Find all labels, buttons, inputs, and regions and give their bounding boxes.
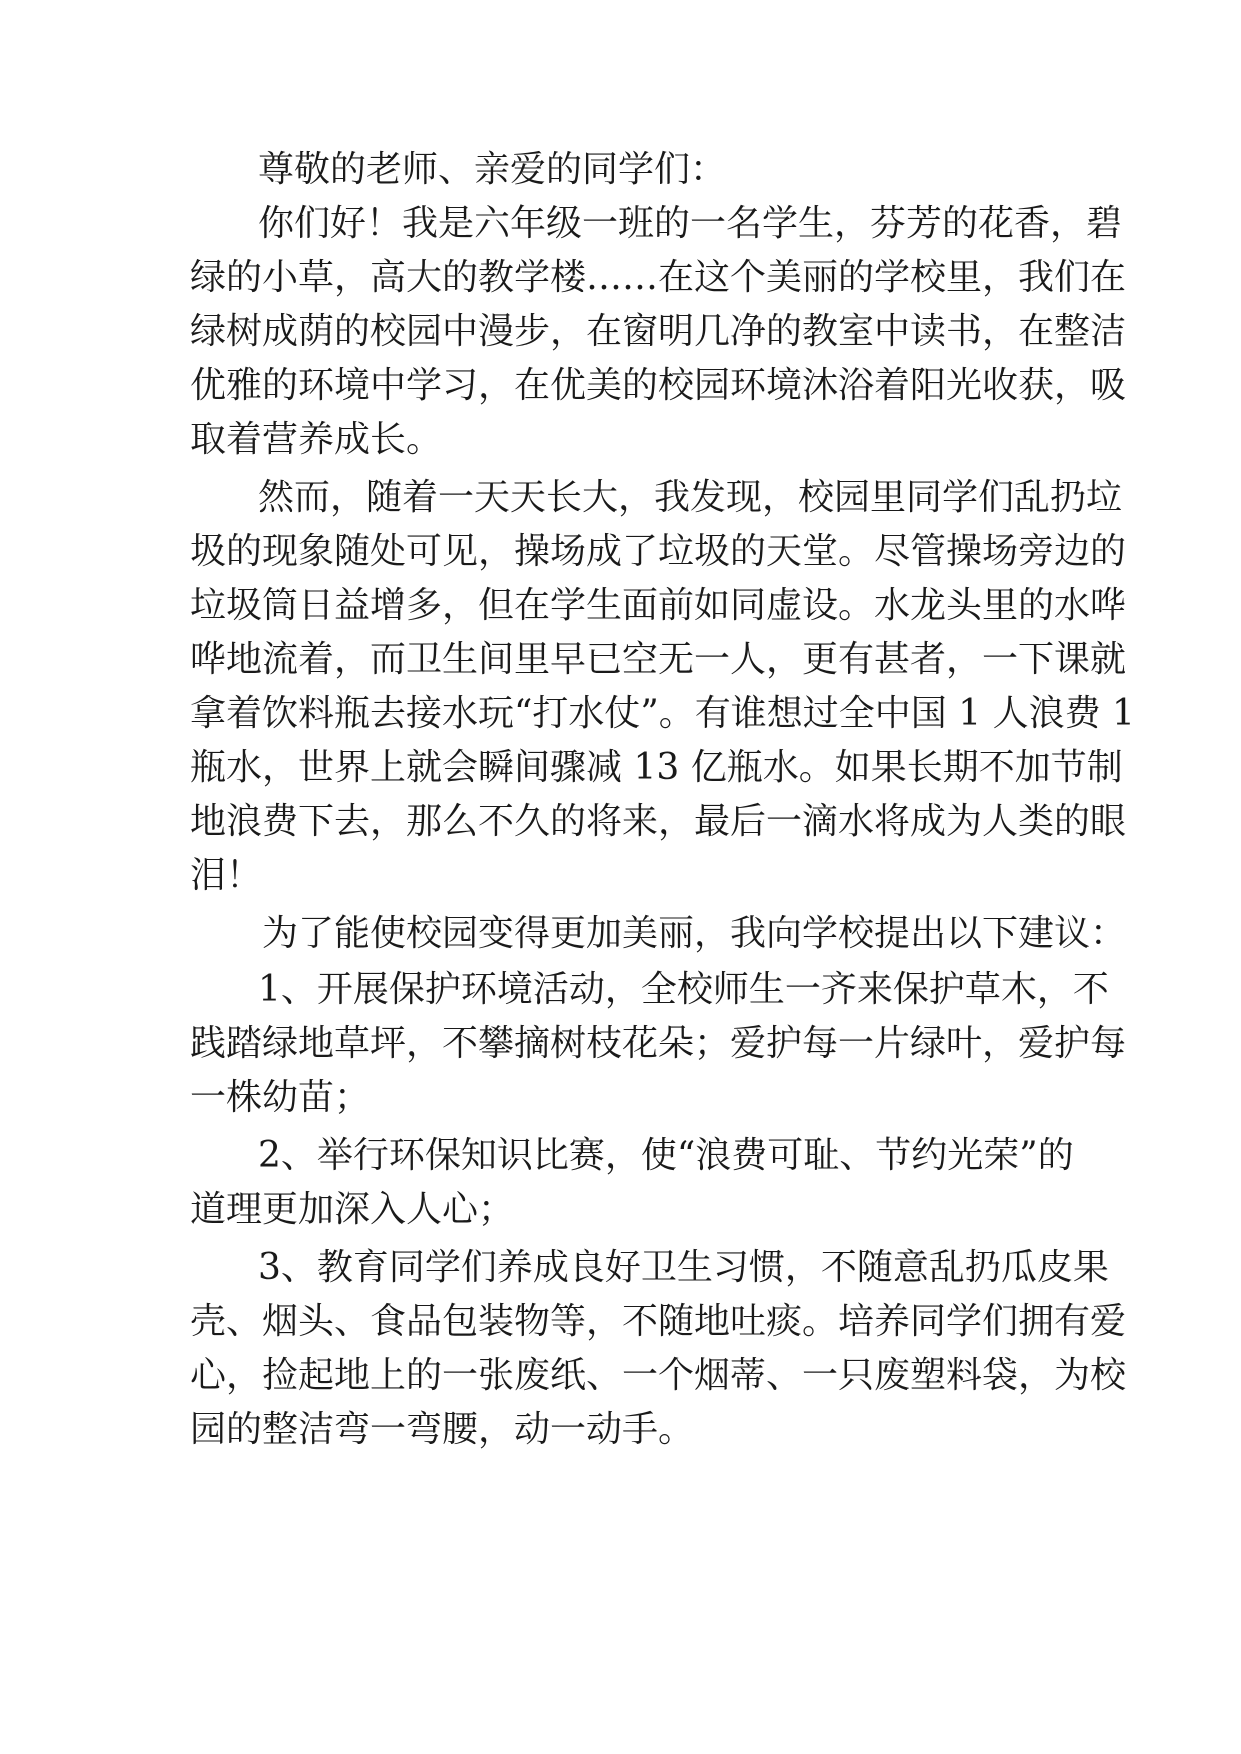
paragraph-line: 1、开展保护环境活动，全校师生一齐来保护草木，不 xyxy=(258,969,1109,1010)
paragraph-line: 取着营养成长。 xyxy=(190,419,443,460)
paragraph-line: 然而，随着一天天长大，我发现，校园里同学们乱扔垃 xyxy=(258,477,1123,518)
paragraph-line: 地浪费下去，那么不久的将来，最后一滴水将成为人类的眼 xyxy=(190,801,1127,842)
paragraph-line: 绿树成荫的校园中漫步，在窗明几净的教室中读书，在整洁 xyxy=(190,311,1127,352)
paragraph-line: 绿的小草，高大的教学楼……在这个美丽的学校里，我们在 xyxy=(190,257,1127,298)
paragraph-line: 道理更加深入人心； xyxy=(190,1189,515,1230)
paragraph-line: 哗地流着，而卫生间里早已空无一人，更有甚者，一下课就 xyxy=(190,639,1127,680)
paragraph-line: 拿着饮料瓶去接水玩“打水仗”。有谁想过全中国 1 人浪费 1 xyxy=(190,693,1135,734)
paragraph-line: 2、举行环保知识比赛，使“浪费可耻、节约光荣”的 xyxy=(258,1135,1074,1176)
salutation: 尊敬的老师、亲爱的同学们： xyxy=(258,149,727,190)
paragraph-line: 一株幼苗； xyxy=(190,1077,371,1118)
paragraph-line: 为了能使校园变得更加美丽，我向学校提出以下建议： xyxy=(262,913,1127,954)
paragraph-line: 瓶水，世界上就会瞬间骤减 13 亿瓶水。如果长期不加节制 xyxy=(190,747,1123,788)
paragraph-line: 你们好！我是六年级一班的一名学生，芬芳的花香，碧 xyxy=(258,203,1123,244)
paragraph-line: 壳、烟头、食品包装物等，不随地吐痰。培养同学们拥有爱 xyxy=(190,1301,1127,1342)
paragraph-line: 泪！ xyxy=(190,855,263,896)
paragraph-line: 践踏绿地草坪，不攀摘树枝花朵；爱护每一片绿叶，爱护每 xyxy=(190,1023,1127,1064)
paragraph-line: 心，捡起地上的一张废纸、一个烟蒂、一只废塑料袋，为校 xyxy=(190,1355,1127,1396)
paragraph-line: 园的整洁弯一弯腰，动一动手。 xyxy=(190,1409,695,1450)
paragraph-line: 优雅的环境中学习，在优美的校园环境沐浴着阳光收获，吸 xyxy=(190,365,1127,406)
paragraph-line: 圾的现象随处可见，操场成了垃圾的天堂。尽管操场旁边的 xyxy=(190,531,1127,572)
paragraph-line: 垃圾筒日益增多，但在学生面前如同虚设。水龙头里的水哗 xyxy=(190,585,1127,626)
paragraph-line: 3、教育同学们养成良好卫生习惯，不随意乱扔瓜皮果 xyxy=(258,1247,1109,1288)
